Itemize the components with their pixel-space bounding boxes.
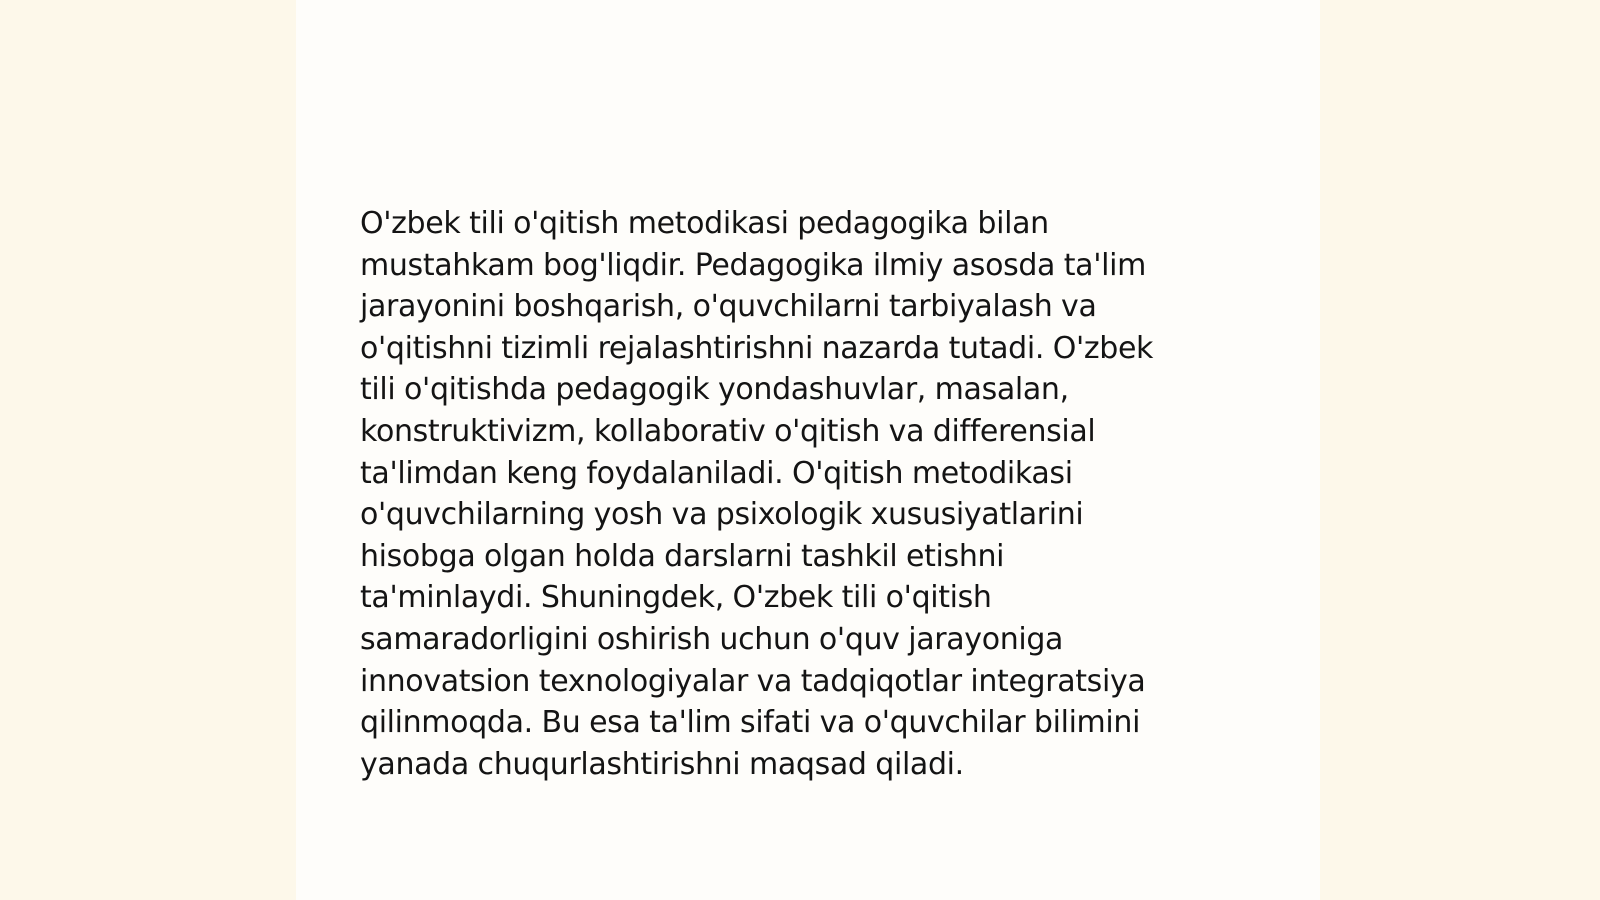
paragraph-line: samaradorligini oshirish uchun o'quv jarayoniga	[360, 621, 1064, 657]
paragraph-line: o'quvchilarning yosh va psixologik xususiyatlarini	[360, 497, 1084, 533]
paragraph-line: tili o'qitishda pedagogik yondashuvlar, masalan,	[360, 372, 1069, 408]
paragraph-line: qilinmoqda. Bu esa ta'lim sifati va o'quvchilar bilimini	[360, 705, 1141, 741]
paragraph-line: O'zbek tili o'qitish metodikasi pedagogika bilan	[360, 206, 1049, 241]
paragraph-line: hisobga olgan holda darslarni tashkil etishni	[360, 538, 1005, 574]
paragraph-line: ta'minlaydi. Shuningdek, O'zbek tili o'qitish	[360, 580, 992, 616]
paragraph-line: konstruktivizm, kollaborativ o'qitish va differensial	[360, 413, 1096, 449]
paragraph-line: yanada chuqurlashtirishni maqsad qiladi.	[360, 746, 964, 782]
document-page	[296, 0, 1320, 900]
paragraph-line: jarayonini boshqarish, o'quvchilarni tarbiyalash va	[360, 289, 1097, 325]
paragraph-line: mustahkam bog'liqdir. Pedagogika ilmiy asosda ta'lim	[360, 247, 1146, 283]
paragraph-line: innovatsion texnologiyalar va tadqiqotlar integratsiya	[360, 663, 1146, 699]
body-paragraph	[360, 203, 1260, 785]
paragraph-line: ta'limdan keng foydalaniladi. O'qitish metodikasi	[360, 455, 1073, 491]
paragraph-line: o'qitishni tizimli rejalashtirishni nazarda tutadi. O'zbek	[360, 330, 1154, 366]
